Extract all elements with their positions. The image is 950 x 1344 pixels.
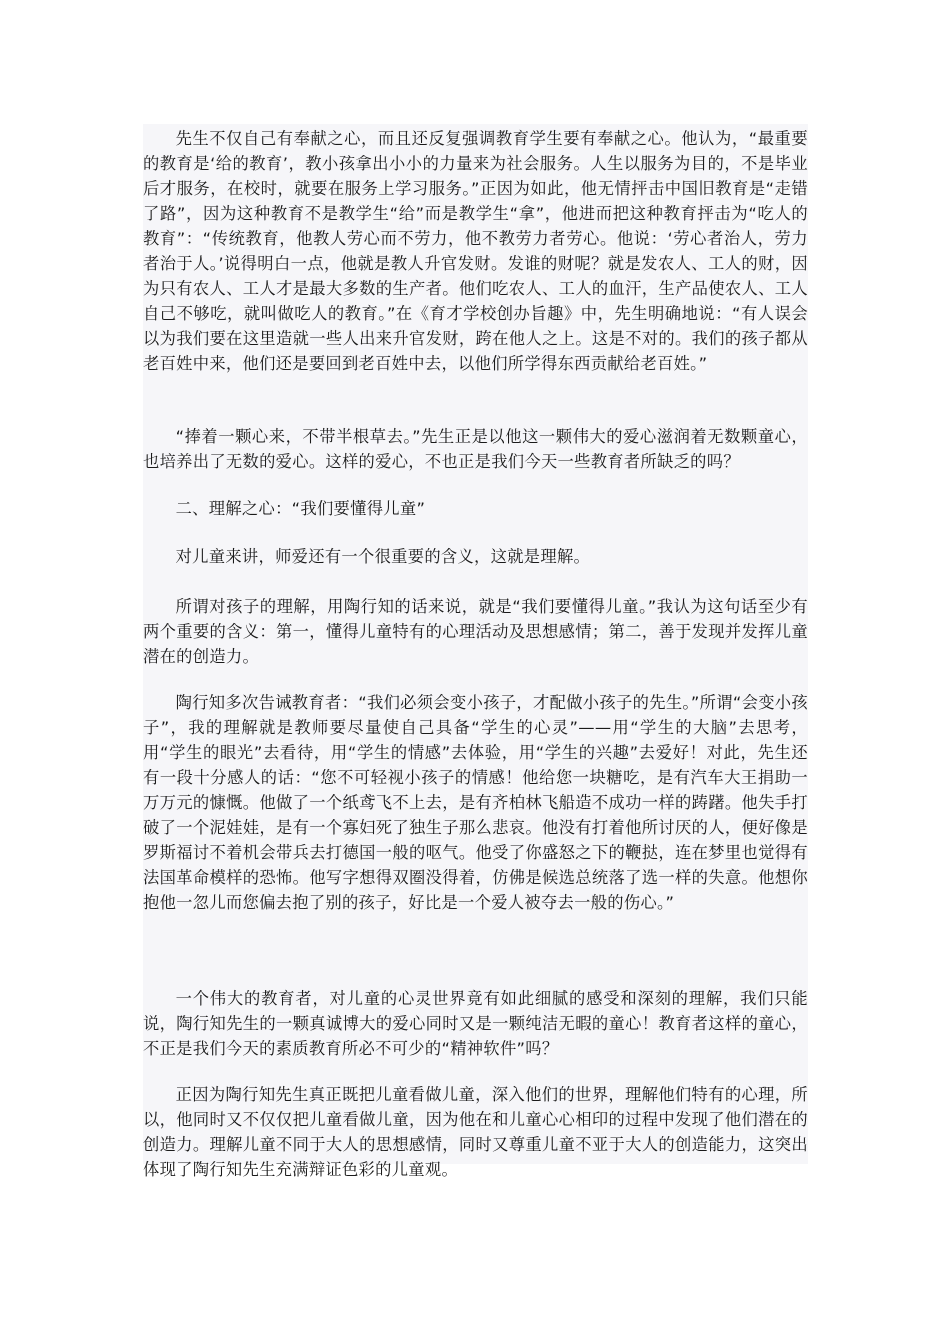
paragraph-child-heart: 一个伟大的教育者，对儿童的心灵世界竟有如此细腻的感受和深刻的理解，我们只能说，陶行知先生的一颗真诚博大的爱心同时又是一颗纯洁无暇的童心！教育者这样的童心，不正是我们今天的素质教育所必不可少的“精神软件”吗？ bbox=[143, 989, 808, 1058]
paragraph-dedication: 先生不仅自己有奉献之心，而且还反复强调教育学生要有奉献之心。他认为，“最重要的教育是‘给的教育’，教小孩拿出小小的力量来为社会服务。人生以服务为目的，不是毕业后才服务，在校时，就要在服务上学习服务。”正因为如此，他无情抨击中国旧教育是“走错了路”，因为这种教育不是教学生“给”而是教学生“拿”，他进而把这种教育抨击为“吃人的教育”：“传统教育，他教人劳心而不劳力，他不教劳力者劳心。他说：‘劳心者治人，劳力者治于人。’说得明白一点，他就是教人升官发财。发谁的财呢？就是发农人、工人的财，因为只有农人、工人才是最大多数的生产者。他们吃农人、工人的血汗，生产品使农人、工人自己不够吃，就叫做吃人的教育。”在《育才学校创办旨趣》中，先生明确地说：“有人误会以为我们要在这里造就一些人出来升官发财，跨在他人之上。这是不对的。我们的孩子都从老百姓中来，他们还是要回到老百姓中去，以他们所学得东西贡献给老百姓。” bbox=[143, 129, 808, 373]
paragraph-creativity: 正因为陶行知先生真正既把儿童看做儿童，深入他们的世界，理解他们特有的心理，所以，他同时又不仅仅把儿童看做儿童，因为他在和儿童心心相印的过程中发现了他们潜在的创造力。理解儿童不同于大人的思想感情，同时又尊重儿童不亚于大人的创造能力，这突出体现了陶行知先生充满辩证色彩的儿童观。 bbox=[143, 1085, 808, 1179]
article-body bbox=[143, 124, 808, 1179]
paragraph-understanding: 对儿童来讲，师爱还有一个很重要的含义，这就是理解。 bbox=[175, 547, 591, 566]
paragraph-heart-quote: “捧着一颗心来，不带半根草去。”先生正是以他这一颗伟大的爱心滋润着无数颗童心，也培养出了无数的爱心。这样的爱心，不也正是我们今天一些教育者所缺乏的吗？ bbox=[143, 427, 808, 471]
section-heading: 二、理解之心：“我们要懂得儿童” bbox=[175, 499, 426, 518]
paragraph-meaning: 所谓对孩子的理解，用陶行知的话来说，就是“我们要懂得儿童。”我认为这句话至少有两个重要的含义：第一，懂得儿童特有的心理活动及思想感情；第二，善于发现并发挥儿童潜在的创造力。 bbox=[143, 597, 808, 666]
paragraph-child-emotion: 陶行知多次告诫教育者：“我们必须会变小孩子，才配做小孩子的先生。”所谓“会变小孩子”，我的理解就是教师要尽量使自己具备“学生的心灵”——用“学生的大脑”去思考，用“学生的眼光”去看待，用“学生的情感”去体验，用“学生的兴趣”去爱好！对此，先生还有一段十分感人的话：“您不可轻视小孩子的情感！他给您一块糖吃，是有汽车大王捐助一万万元的慷慨。他做了一个纸鸢飞不上去，是有齐柏林飞船造不成功一样的踌躇。他失手打破了一个泥娃娃，是有一个寡妇死了独生子那么悲哀。他没有打着他所讨厌的人，便好像是罗斯福讨不着机会带兵去打德国一般的呕气。他受了你盛怒之下的鞭挞，连在梦里也觉得有法国革命模样的恐怖。他写字想得双圈没得着，仿佛是候选总统落了选一样的失意。他想你抱他一忽儿而您偏去抱了别的孩子，好比是一个爱人被夺去一般的伤心。” bbox=[143, 693, 808, 912]
